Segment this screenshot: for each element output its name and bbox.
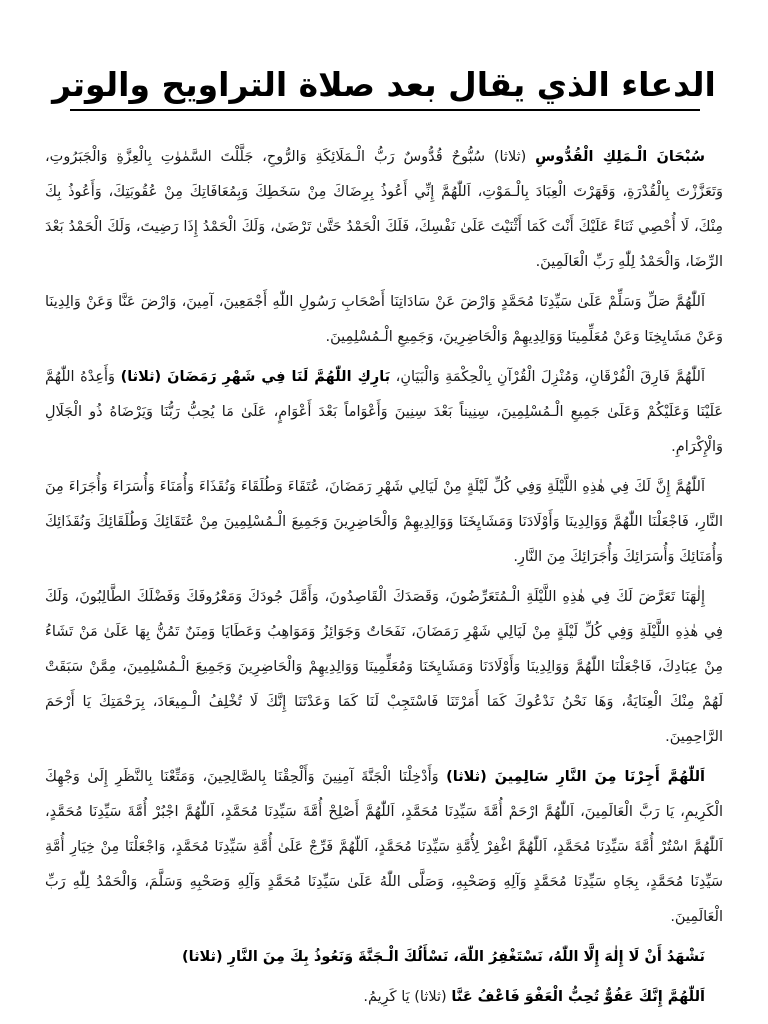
- bold-phrase: اَللّٰهُمَّ إِنَّكَ عَفُوٌّ تُحِبُّ الْعَفْوَ فَاعْفُ عَنَّا: [451, 989, 705, 1005]
- paragraph-text: اَللّٰهُمَّ إِنَّ لَكَ فِي هٰذِهِ اللَّيْلَةِ وَفِي كُلِّ لَيْلَةٍ مِنْ لَيَالِي شَهْرِ رَمَضَانَ، عُتَقَاءَ وَطُلَقَاءَ وَنُقَذَاءَ وَأُمَنَاءَ وَأُسَرَاءَ وَأُجَرَاءَ مِنَ النَّارِ، فَاجْعَلْنَا اللّٰهُمَّ وَوَالِدِينَا وَأَوْلَادَنَا وَمَشَايِخَنَا وَوَالِدِيهِمْ وَالْحَاضِرِينَ وَجَمِيعَ الْـمُسْلِمِينَ مِنْ عُتَقَائِكَ وَطُلَقَائِكَ وَنُقَذَائِكَ وَأُمَنَائِكَ وَأُسَرَائِكَ وَأُجَرَائِكَ مِنَ النَّارِ.: [45, 479, 723, 565]
- paragraph-text: (ثلاثا) يَا كَرِيمُ.: [363, 989, 452, 1005]
- dua-paragraph-6: [45, 760, 723, 935]
- bold-phrase: سُبْحَانَ الْـمَلِكِ الْقُدُّوسِ: [535, 149, 706, 165]
- paragraph-text: اَللّٰهُمَّ فَارِقَ الْفُرْقَانِ، وَمُنْزِلَ الْقُرْآنِ بِالْحِكْمَةِ وَالْبَيَانِ،: [390, 369, 705, 385]
- dua-body: [45, 140, 723, 1020]
- paragraph-text: إِلٰهَنَا تَعَرَّضَ لَكَ فِي هٰذِهِ اللَّيْلَةِ الْـمُتَعَرِّضُونَ، وَقَصَدَكَ الْقَاصِدُونَ، وَأَمَّلَ جُودَكَ وَمَعْرُوفَكَ وَفَضْلَكَ الطَّالِبُونَ، وَلَكَ فِي هٰذِهِ اللَّيْلَةِ وَفِي كُلِّ لَيْلَةٍ مِنْ لَيَالِي شَهْرِ رَمَضَانَ، نَفَحَاتٌ وَجَوَائِزُ وَمَوَاهِبُ وَعَطَايَا وَمِنَنٌ تَمُنُّ بِهَا عَلَىٰ مَنْ تَشَاءُ مِنْ عِبَادِكَ، فَاجْعَلْنَا اللّٰهُمَّ وَوَالِدِينَا وَأَوْلَادَنَا وَمَشَايِخَنَا وَمُعَلِّمِينَا وَوَالِدِيهِمْ وَالْحَاضِرِينَ وَجَمِيعَ الْـمُسْلِمِينَ، مِمَّنْ سَبَقَتْ لَهُمْ مِنْكَ الْعِنَايَةُ، وَهَا نَحْنُ نَدْعُوكَ كَمَا أَمَرْتَنَا فَاسْتَجِبْ لَنَا كَمَا وَعَدْتَنَا إِنَّكَ لَا تُخْلِفُ الْـمِيعَادَ، بِرَحْمَتِكَ يَا أَرْحَمَ الرَّاحِمِينَ.: [45, 589, 723, 745]
- bold-phrase: بَارِكِ اللّٰهُمَّ لَنَا فِي شَهْرِ رَمَضَانَ (ثلاثا): [120, 369, 391, 385]
- bold-phrase: نَشْهَدُ أَنْ لَا إِلٰهَ إِلَّا اللّٰهُ، نَسْتَغْفِرُ اللّٰهَ، نَسْأَلُكَ الْـجَنَّةَ وَنَعُوذُ بِكَ مِنَ النَّارِ (ثلاثا): [182, 949, 705, 965]
- dua-paragraph-7: [45, 940, 723, 975]
- dua-paragraph-3: [45, 360, 723, 465]
- paragraph-text: وَأَعِدْهُ اللّٰهُمَّ عَلَيْنَا وَعَلَيْكُمْ وَعَلَىٰ جَمِيعِ الْـمُسْلِمِينَ، سِنِيناً بَعْدَ سِنِينَ وَأَعْوَاماً بَعْدَ أَعْوَامٍ، عَلَىٰ مَا يُحِبُّ رَبُّنَا وَيَرْضَاهُ ذُو الْجَلَالِ وَالْإِكْرَامِ.: [45, 369, 723, 455]
- dua-paragraph-1: [45, 140, 723, 280]
- dua-paragraph-4: [45, 470, 723, 575]
- title-underline: [70, 109, 700, 111]
- paragraph-text: وَأَدْخِلْنَا الْجَنَّةَ آمِنِينَ وَأَلْحِقْنَا بِالصَّالِحِينَ، وَمَتِّعْنَا بِالنَّظَرِ إِلَىٰ وَجْهِكَ الْكَرِيمِ، يَا رَبَّ الْعَالَمِينَ، اَللّٰهُمَّ ارْحَمْ أُمَّةَ سَيِّدِنَا مُحَمَّدٍ، اَللّٰهُمَّ أَصْلِحْ أُمَّةَ سَيِّدِنَا مُحَمَّدٍ، اَللّٰهُمَّ اجْبُرْ أُمَّةَ سَيِّدِنَا مُحَمَّدٍ، اَللّٰهُمَّ اسْتُرْ أُمَّةَ سَيِّدِنَا مُحَمَّدٍ، اَللّٰهُمَّ اغْفِرْ لِأُمَّةِ سَيِّدِنَا مُحَمَّدٍ، اَللّٰهُمَّ فَرِّجْ عَلَىٰ أُمَّةِ سَيِّدِنَا مُحَمَّدٍ، وَاجْعَلْنَا مِنْ خِيَارِ أُمَّةِ سَيِّدِنَا مُحَمَّدٍ، بِجَاهِ سَيِّدِنَا مُحَمَّدٍ وَآلِهِ وَصَحْبِهِ، وَصَلَّى اللّٰهُ عَلَىٰ سَيِّدِنَا مُحَمَّدٍ وَآلِهِ وَصَحْبِهِ وَسَلَّمَ، وَالْحَمْدُ لِلّٰهِ رَبِّ الْعَالَمِينَ.: [45, 769, 723, 925]
- dua-paragraph-2: [45, 285, 723, 355]
- dua-paragraph-5: [45, 580, 723, 755]
- paragraph-text: اَللّٰهُمَّ صَلِّ وَسَلِّمْ عَلَىٰ سَيِّدِنَا مُحَمَّدٍ وَارْضَ عَنْ سَادَاتِنَا أَصْحَابِ رَسُولِ اللّٰهِ أَجْمَعِينَ، آمِينَ، وَارْضَ عَنَّا وَعَنْ وَالِدِينَا وَعَنْ مَشَايِخِنَا وَعَنْ مُعَلِّمِينَا وَوَالِدِيهِمْ وَالْحَاضِرِينَ، وَجَمِيعِ الْـمُسْلِمِينَ.: [45, 294, 723, 345]
- paragraph-text: (ثلاثا) سُبُّوحٌ قُدُّوسٌ رَبُّ الْـمَلَائِكَةِ وَالرُّوحِ، جَلَّلْتَ السَّمٰوٰتِ بِالْعِزَّةِ وَالْجَبَرُوتِ، وَتَعَزَّزْتَ بِالْقُدْرَةِ، وَقَهَرْتَ الْعِبَادَ بِالْـمَوْتِ، اَللّٰهُمَّ إِنِّي أَعُوذُ بِرِضَاكَ مِنْ سَخَطِكَ وَبِمُعَافَاتِكَ مِنْ عُقُوبَتِكَ، وَأَعُوذُ بِكَ مِنْكَ، لَا أُحْصِي ثَنَاءً عَلَيْكَ أَنْتَ كَمَا أَثْنَيْتَ عَلَىٰ نَفْسِكَ، فَلَكَ الْحَمْدُ حَتَّىٰ تَرْضَىٰ، وَلَكَ الْحَمْدُ إِذَا رَضِيتَ، وَلَكَ الْحَمْدُ بَعْدَ الرِّضَا، وَالْحَمْدُ لِلّٰهِ رَبِّ الْعَالَمِينَ.: [45, 149, 723, 270]
- bold-phrase: اَللّٰهُمَّ أَجِرْنَا مِنَ النَّارِ سَالِمِينَ (ثلاثا): [446, 769, 705, 785]
- dua-paragraph-8: [45, 980, 723, 1015]
- page-title: الدعاء الذي يقال بعد صلاة التراويح والوتر: [52, 65, 716, 104]
